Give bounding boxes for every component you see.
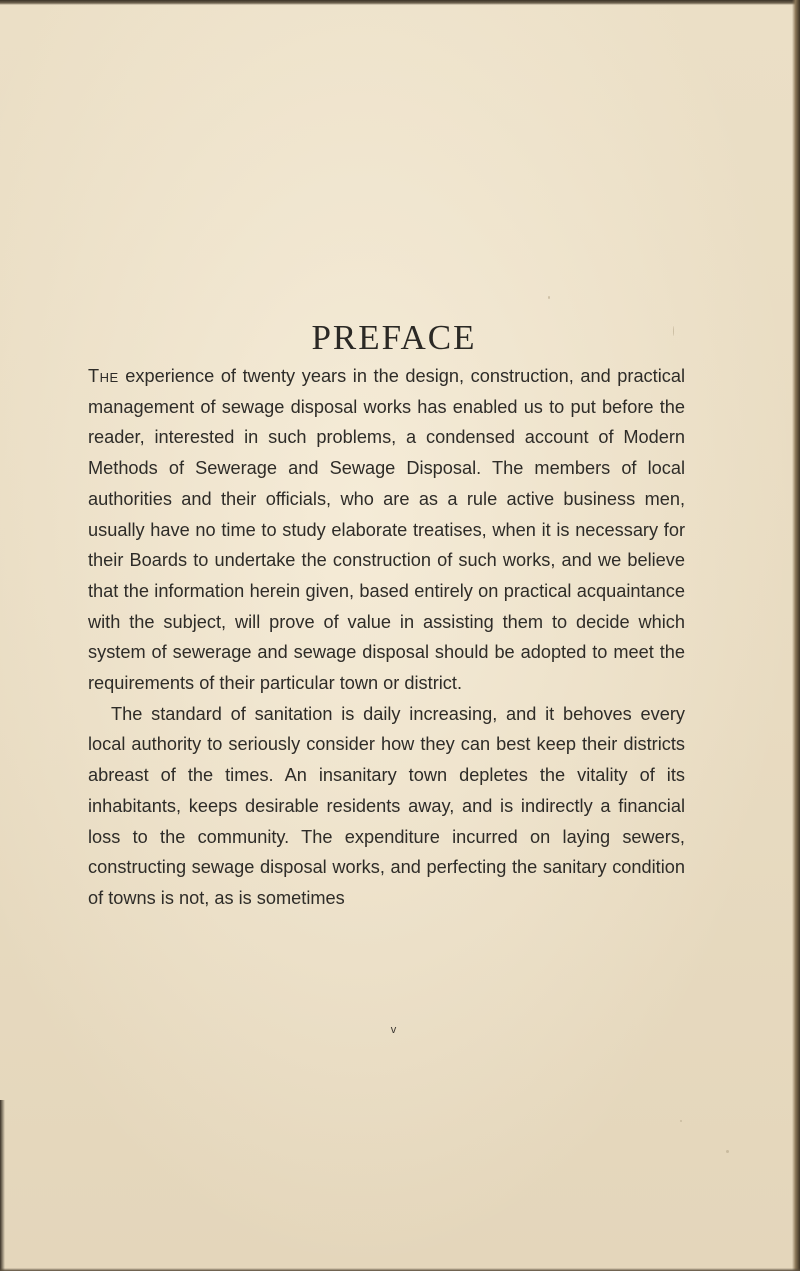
page-top-edge <box>0 0 800 5</box>
paragraph-1-text: experience of twenty years in the design, construction, and practical management of sewage disposal works has enabled us to put before the reader, interested in such problems, a condensed account of Modern Methods of Sewerage and Sewage Disposal. The members of local authorities and their officials, who are as a rule active business men, usually have no time to study elaborate treatises, when it is necessary for their Boards to undertake the construction of such works, and we believe that the information herein given, based entirely on practical acquaintance with the subject, will prove of value in assisting them to decide which system of sewerage and sewage disposal should be adopted to meet the requirements of their particular town or district. <box>88 366 685 694</box>
page-right-edge <box>792 0 800 1271</box>
preface-body <box>88 361 685 914</box>
page-number: v <box>390 1024 398 1036</box>
paper-speck <box>726 1150 729 1153</box>
paper-speck <box>680 1120 682 1122</box>
paper-speck <box>548 296 550 299</box>
paragraph-1 <box>88 361 685 699</box>
paragraph-1-lead: The <box>88 366 119 386</box>
page-title: PREFACE <box>311 318 477 357</box>
paragraph-2: The standard of sanitation is daily increasing, and it behoves every local authority to seriously consider how they can best keep their districts abreast of the times. An insanitary town depletes the vitality of its inhabitants, keeps desirable residents away, and is indirectly a financial loss to the community. The expenditure incurred on laying sewers, constructing sewage disposal works, and perfecting the sanitary condition of towns is not, as is sometimes <box>88 703 685 908</box>
page-left-edge <box>0 1100 5 1271</box>
